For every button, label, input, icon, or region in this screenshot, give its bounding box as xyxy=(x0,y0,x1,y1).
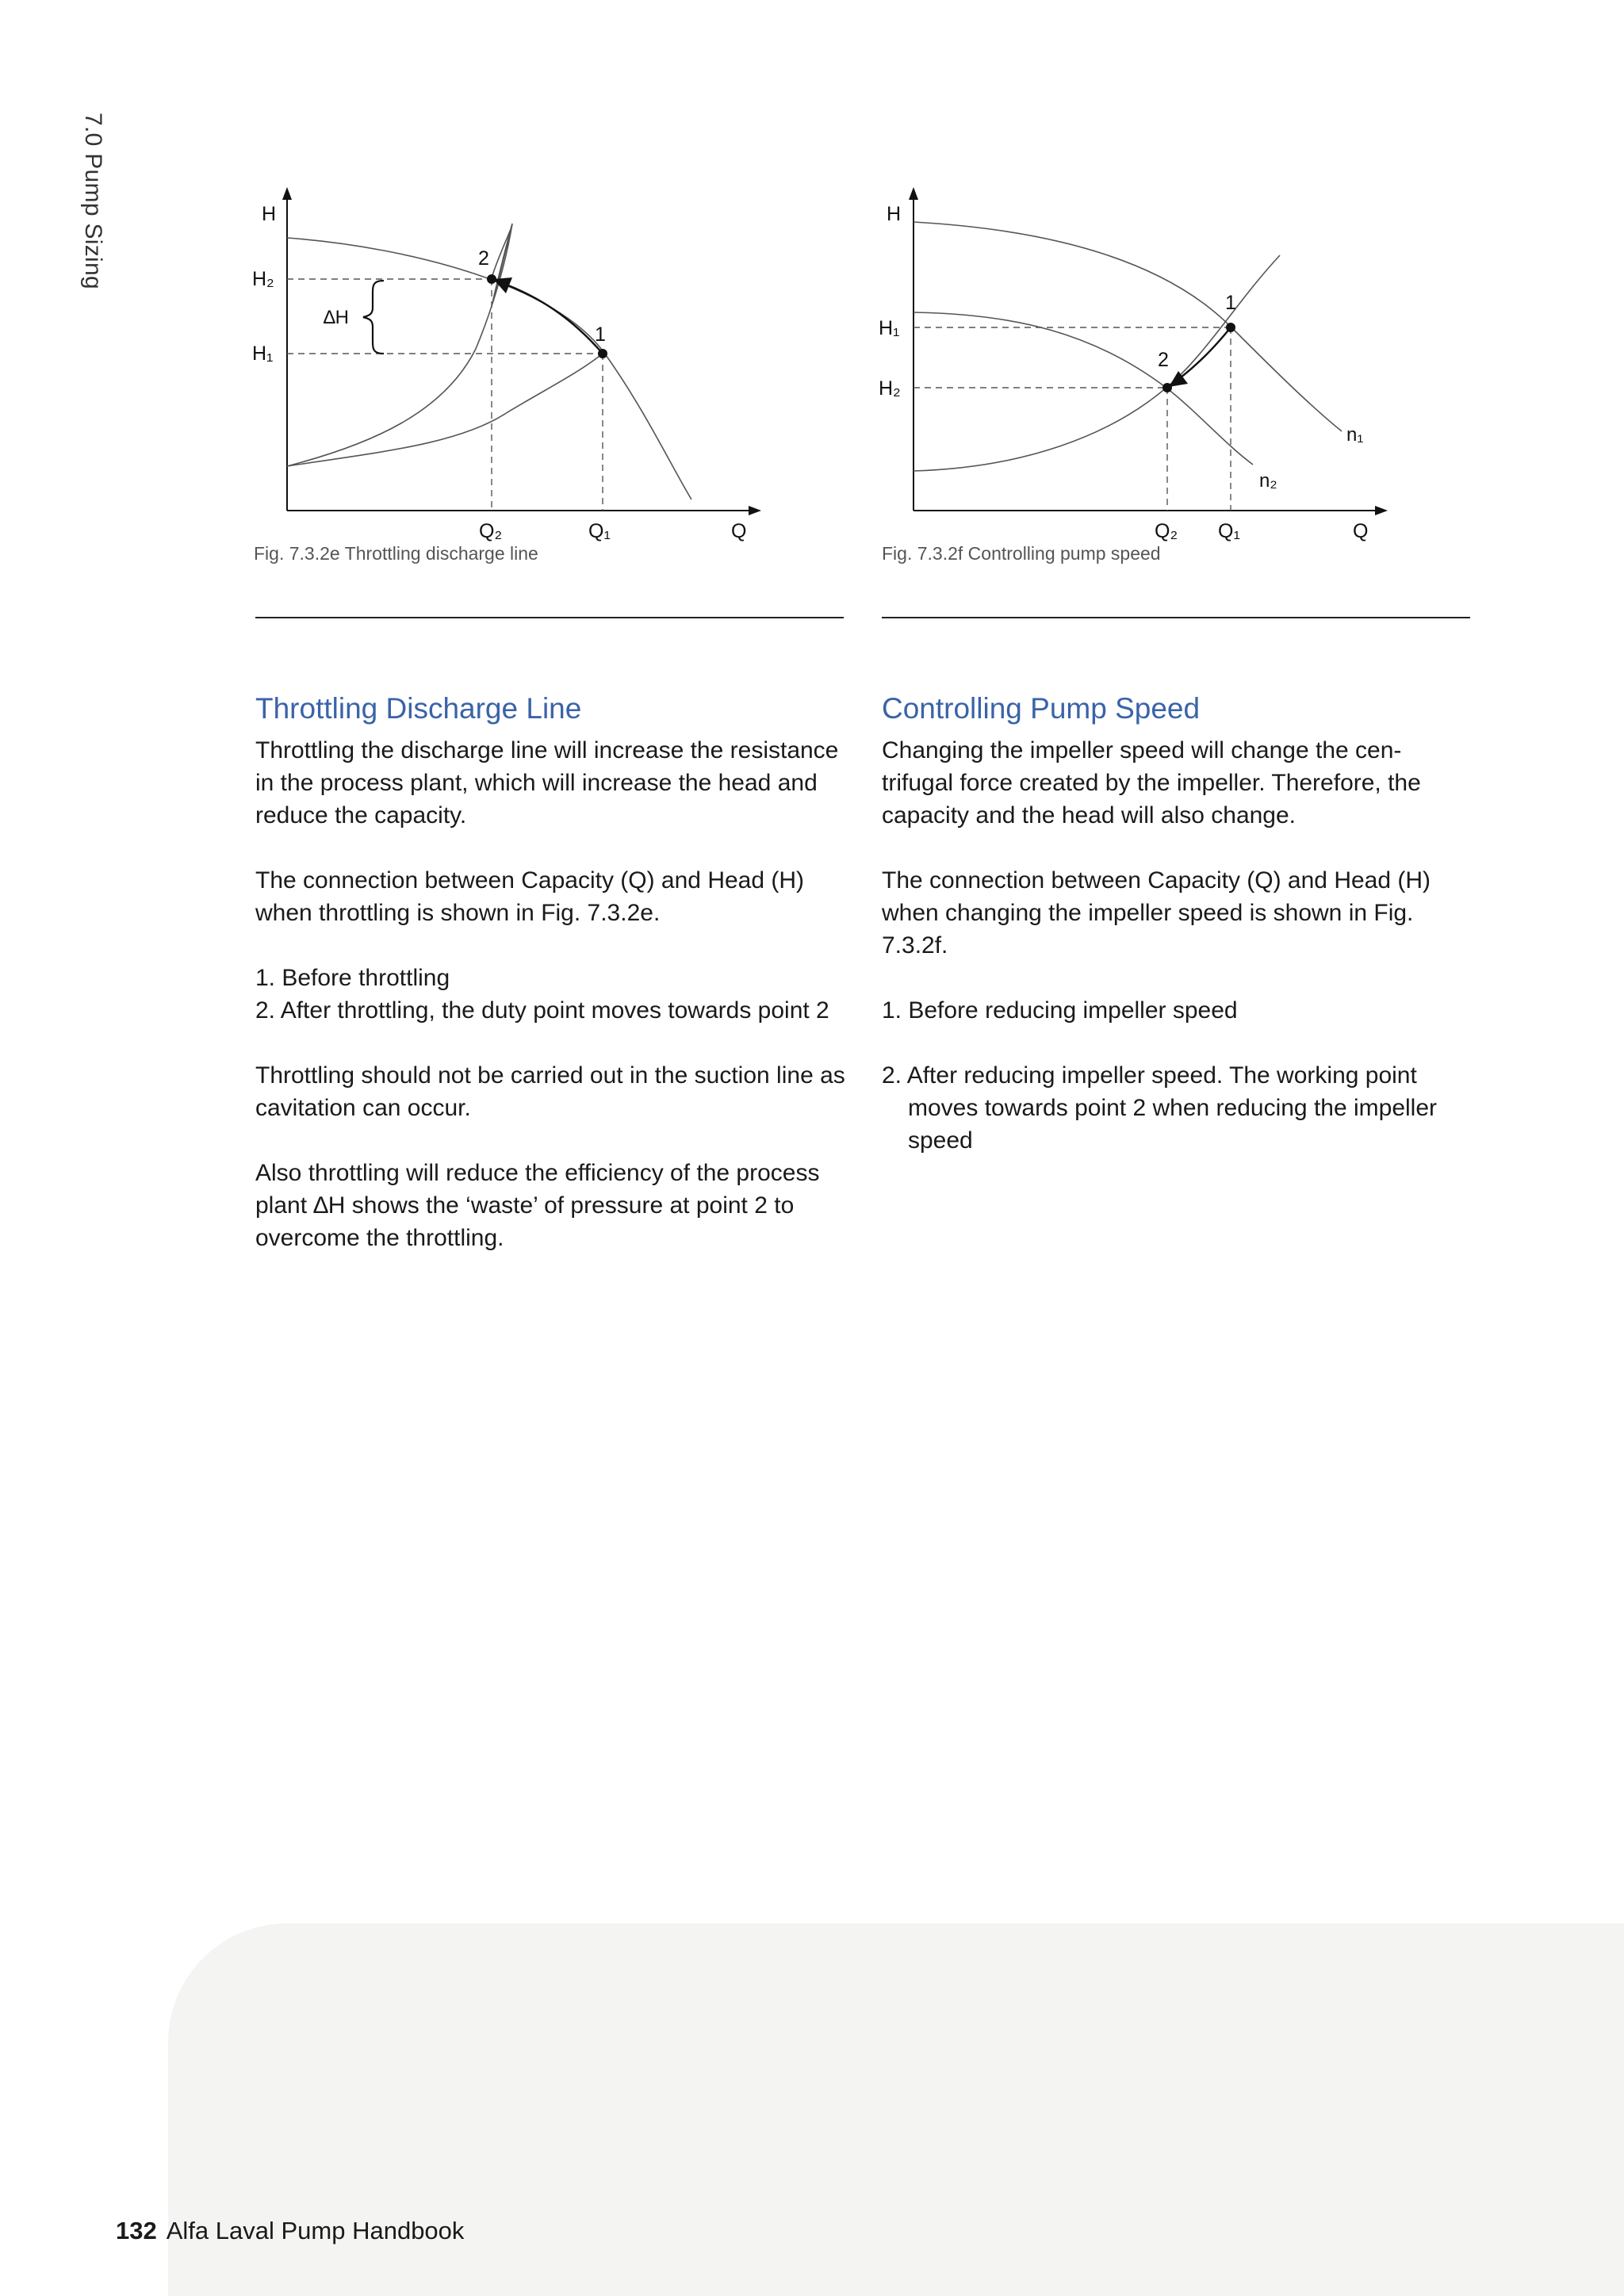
throttling-diagram xyxy=(238,166,777,547)
pump-speed-diagram xyxy=(856,166,1411,547)
y-axis-label: H xyxy=(262,203,277,225)
system-curve-original xyxy=(287,354,603,466)
system-curve xyxy=(914,255,1280,471)
point-1-label: 1 xyxy=(595,323,606,346)
x-axis-label: Q xyxy=(731,520,747,542)
curve-n1-label: n₁ xyxy=(1346,424,1364,446)
right-column xyxy=(882,691,1470,1189)
section-heading: Controlling Pump Speed xyxy=(882,692,1201,725)
list-item: 1. Before throttling xyxy=(255,965,450,992)
divider xyxy=(255,617,844,618)
x-axis-arrow-icon xyxy=(1375,506,1388,515)
q-left-label: Q₂ xyxy=(1155,520,1178,542)
figure-throttling xyxy=(238,166,777,547)
y-axis-label: H xyxy=(887,203,902,225)
delta-h-brace xyxy=(363,281,384,354)
y-axis-arrow-icon xyxy=(909,187,918,200)
paragraph: Changing the impeller speed will change the cen- trifugal force created by the impeller. Therefore, the capacity and the head will also change. xyxy=(882,737,1421,829)
curve-n2-label: n₂ xyxy=(1259,470,1277,492)
list-item: 2. After reducing impeller speed. The working point moves towards point 2 when reducing the impeller speed xyxy=(882,1062,1438,1154)
pump-curve-n1 xyxy=(914,222,1342,431)
h-upper-label: H₁ xyxy=(879,317,900,339)
q-right-label: Q₁ xyxy=(588,520,611,542)
point-2-marker xyxy=(487,274,496,284)
point-2-marker xyxy=(1162,383,1172,392)
paragraph: The connection between Capacity (Q) and Head (H) when throttling is shown in Fig. 7.3.2e. xyxy=(255,867,805,927)
left-column xyxy=(255,691,858,1287)
figure-pump-speed xyxy=(856,166,1411,547)
point-1-marker xyxy=(1226,323,1235,332)
paragraph: Throttling the discharge line will increase the resistance in the process plant, which will increase the head and reduce the capacity. xyxy=(255,737,839,829)
h-lower-label: H₂ xyxy=(879,377,901,400)
page-footer xyxy=(116,2217,464,2245)
q-right-label: Q₁ xyxy=(1218,520,1240,542)
point-2-label: 2 xyxy=(478,247,489,270)
divider xyxy=(882,617,1470,618)
y-axis-arrow-icon xyxy=(282,187,292,200)
point-1-marker xyxy=(598,349,607,358)
speed-arrow xyxy=(1177,327,1231,381)
figure-caption: Fig. 7.3.2e Throttling discharge line xyxy=(254,543,538,564)
publication-title: Alfa Laval Pump Handbook xyxy=(166,2217,465,2244)
point-2-label: 2 xyxy=(1158,349,1169,371)
paragraph: Also throttling will reduce the efficiency of the process plant ∆H shows the ‘waste’ of pressure at point 2 to overcome the throttling. xyxy=(255,1160,820,1252)
list-item: 1. Before reducing impeller speed xyxy=(882,997,1238,1024)
point-1-label: 1 xyxy=(1225,292,1236,314)
page-number: 132 xyxy=(116,2217,157,2244)
h-upper-label: H₂ xyxy=(252,268,274,290)
section-tab: 7.0 Pump Sizing xyxy=(80,113,106,289)
paragraph: The connection between Capacity (Q) and Head (H) when changing the impeller speed is shown in Fig. 7.3.2f. xyxy=(882,867,1431,959)
x-axis-arrow-icon xyxy=(749,506,761,515)
list-item: 2. After throttling, the duty point moves towards point 2 xyxy=(255,997,829,1024)
step-list xyxy=(882,994,1470,1157)
section-heading: Throttling Discharge Line xyxy=(255,692,582,725)
figure-caption: Fig. 7.3.2f Controlling pump speed xyxy=(882,543,1161,564)
throttling-arrow xyxy=(504,284,603,354)
x-axis-label: Q xyxy=(1353,520,1369,542)
paragraph: Throttling should not be carried out in the suction line as cavitation can occur. xyxy=(255,1062,845,1122)
h-lower-label: H₁ xyxy=(252,342,274,365)
delta-h-label: ∆H xyxy=(324,307,350,328)
step-list xyxy=(255,962,858,1027)
pump-curve-n2 xyxy=(914,312,1253,465)
q-left-label: Q₂ xyxy=(479,520,503,542)
